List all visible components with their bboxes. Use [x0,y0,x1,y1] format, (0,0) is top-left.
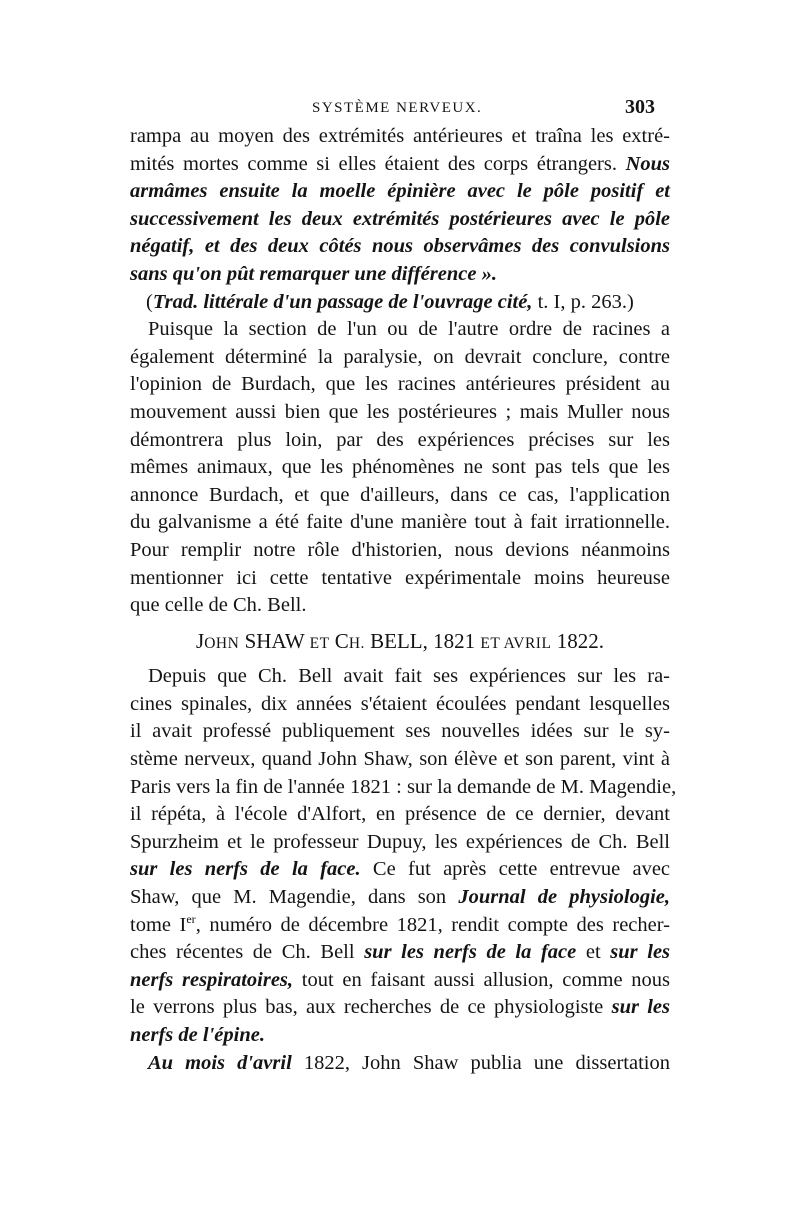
quote-text-italic: négatif, et des deux côtés nous observâmes des convulsions [130,235,670,258]
paragraph-text: cines spinales, dix années s'étaient écoulées pendant lesquelles [130,692,670,715]
paragraph-line [130,801,670,829]
paragraph-text: Pour remplir notre rôle d'historien, nous devions néanmoins [130,538,670,561]
running-head [130,96,655,122]
paragraph-text: il avait professé publiquement ses nouvelles idées sur le sy- [130,720,670,743]
paragraph-text: Spurzheim et le professeur Dupuy, les expériences de Ch. Bell [130,830,670,853]
paragraph-line [130,371,670,399]
paragraph-text: le verrons plus bas, aux recherches de ce physiologiste [130,996,604,1019]
paragraph-line [130,454,670,482]
paragraph-text-italic: sur les [611,996,671,1019]
paragraph-text-italic: Au mois d'avril [148,1051,292,1074]
quote-line [130,206,670,234]
paragraph-text: démontrera plus loin, par des expériences précises sur les [130,428,670,451]
paragraph-line [130,316,670,344]
heading-part: ET [309,634,330,652]
paragraph-text: Ce fut après cette entrevue avec [372,858,671,881]
citation-ref: t. I, p. 263.) [537,290,634,313]
paragraph-text: Puisque la section de l'un ou de l'autre ordre de racines a [148,318,670,341]
running-head-title: SYSTÈME NERVEUX. [312,100,483,116]
quote-text-italic: armâmes ensuite la moelle épinière avec le pôle positif et [130,180,670,203]
superscript: er [186,911,196,926]
paragraph-line [130,691,670,719]
paragraph-line [130,344,670,372]
heading-part: ET AVRIL [480,634,552,652]
quote-line [130,151,670,179]
paragraph-line [130,1022,670,1050]
paragraph-text-italic: sur les nerfs de la face [364,941,577,964]
quote-line [130,178,670,206]
paragraph-text: annonce Burdach, et que d'ailleurs, dans ce cas, l'application [130,483,670,506]
paragraph-line [130,1050,670,1078]
paragraph-text: mêmes animaux, que les phénomènes ne sont pas tels que les [130,456,670,479]
quote-line [130,261,670,289]
quote-text: mités mortes comme si elles étaient des corps étrangers. [130,152,617,175]
paragraph-text-italic: nerfs respiratoires, [130,968,294,991]
paragraph-line [130,856,670,884]
quote-text-italic: successivement les deux extrémités postérieures avec le pôle [130,207,670,230]
paragraph-text: 1822, John Shaw publia une dissertation [303,1051,670,1074]
paragraph-line [130,427,670,455]
paragraph-text: Shaw, que M. Magendie, dans son [130,886,447,909]
heading-part: SHAW [239,628,310,653]
paragraph-line [130,884,670,912]
paragraph-text: que celle de Ch. Bell. [130,594,307,617]
paragraph-line [130,565,670,593]
paragraph-line [130,537,670,565]
paragraph-text: tout en faisant aussi allusion, comme nous [301,968,670,991]
heading-part: J [196,628,205,653]
paragraph-line [130,912,670,940]
citation-title: Trad. littérale d'un passage de l'ouvrage cité, [152,290,533,313]
paragraph-text-italic: Journal de physiologie, [458,886,670,909]
paragraph-line [130,482,670,510]
heading-part: BELL, 1821 [364,628,481,653]
section-heading [130,628,670,656]
paragraph-line [130,939,670,967]
paragraph-text: ches récentes de Ch. Bell [130,941,355,964]
paragraph-line [130,994,670,1022]
paragraph-line [130,718,670,746]
paragraph-text: mouvement aussi bien que les postérieures ; mais Muller nous [130,400,670,423]
paragraph-line [130,967,670,995]
citation-line [130,289,670,317]
paragraph-line [130,592,670,620]
quote-line [130,233,670,261]
paragraph-text: et [585,941,601,964]
paragraph-text: stème nerveux, quand John Shaw, son élève et son parent, vint à [130,748,670,771]
paragraph-text-italic: sur les nerfs de la face. [130,858,361,881]
quote-text-italic: sans qu'on pût remarquer une différence ». [130,262,497,285]
paragraph-text: du galvanisme a été faite d'une manière tout à fait irrationnelle. [130,511,670,534]
paragraph-line [130,663,670,691]
paragraph-text: également déterminé la paralysie, on devrait conclure, contre [130,345,670,368]
citation-paren: ( [146,290,153,313]
heading-part: C [329,628,349,653]
paragraph-text: il répéta, à l'école d'Alfort, en présence de ce dernier, devant [130,803,670,826]
heading-part: OHN [204,634,240,652]
body-text [130,123,677,1077]
heading-part: H. [348,634,365,652]
paragraph-text: l'opinion de Burdach, que les racines antérieures président au [130,373,670,396]
paragraph-line [130,746,670,774]
paragraph-text: Depuis que Ch. Bell avait fait ses expériences sur les ra- [148,665,670,688]
paragraph-text-italic: nerfs de l'épine. [130,1024,265,1046]
paragraph-text: Paris vers la fin de l'année 1821 : sur la demande de M. Magendie, [130,775,677,798]
heading-part: 1822. [551,628,604,653]
quote-line [130,123,670,151]
paragraph-text: , numéro de décembre 1821, rendit compte des recher- [195,913,670,936]
page-number: 303 [625,96,655,118]
paragraph-line [130,774,677,802]
paragraph-line [130,509,670,537]
paragraph-text: tome I [130,913,187,936]
quote-text-italic: Nous [625,152,670,175]
paragraph-line [130,399,670,427]
paragraph-text: mentionner ici cette tentative expérimentale moins heureuse [130,566,670,589]
paragraph-text-italic: sur les [610,941,671,964]
paragraph-line [130,829,670,857]
quote-text: rampa au moyen des extrémités antérieures et traîna les extré- [130,125,670,147]
